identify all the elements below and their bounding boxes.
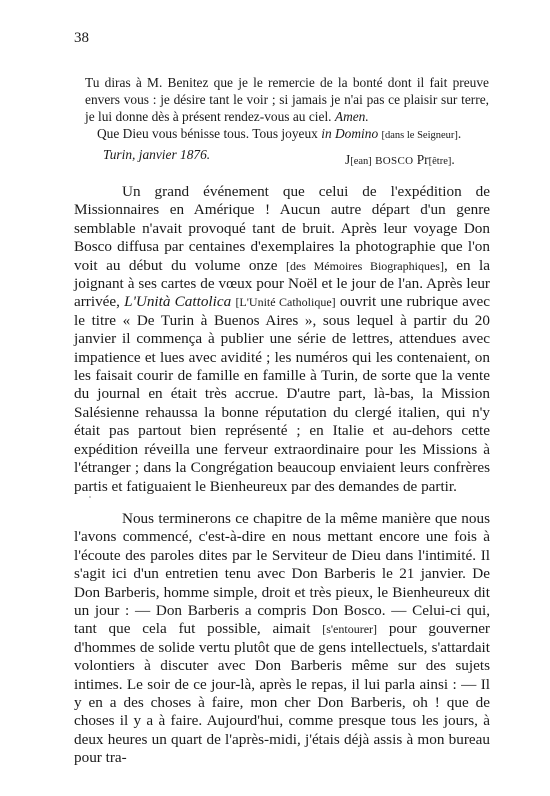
letter-signature: J[ean] BOSCO Pr[être]. — [345, 152, 455, 167]
letter-blessing: Que Dieu vous bénisse tous. Tous joyeux in Domino [dans le Seigneur]. — [97, 126, 462, 141]
gloss-unite-catholique: [L'Unité Catholique] — [235, 295, 336, 310]
body-paragraph-1: Un grand événement que celui de l'expédition de Missionnaires en Amérique ! Aucun autre départ d'un genre semblable n'avait provoqué tant de bruit. Après leur voyage Don Bosco diffusa par centaines d'exemplaires la photographie que l'on voit au début du volume onze [des Mémoires Biographiques], en la joignant à ses cartes de vœux pour Noël et le jour de l'an. Après leur arrivée, L'Unità Cattolica [L'Unité Catholique] ouvrit une rubrique avec le titre « De Turin à Buenos Aires », sous lequel à partir du 20 janvier il commença à publier une série de lettres, attendues avec impatience et lues avec avidité ; les numéros qui les contenaient, on les faisait courir de famille en famille à Turin, de sorte que la vente du journal en était très accrue. D'autre part, là-bas, la Mission Salésienne rehaussa la bonne réputation du clergé italien, qui n'y était pas partout bien représenté ; en Italie et au-dehors cette expédition réveilla une ferveur extraordinaire pour les Missions à l'étranger ; dans la Congrégation beaucoup enviaient leurs confrères partis et fatiguaient le Bienheureux par des demandes de partir. — [74, 183, 491, 495]
amen-word: Amen. — [334, 109, 369, 124]
signature-name: BOSCO — [375, 155, 414, 167]
in-domino-gloss: [dans le Seigneur] — [381, 130, 458, 141]
body-paragraph-2: Nous terminerons ce chapitre de la même manière que nous l'avons commencé, c'est-à-dire en nous mettant encore une fois à l'écoute des paroles dites par le Serviteur de Dieu dans l'intimité. Il s'agit ici d'un entretien tenu avec Don Barberis le 21 janvier. De Don Barberis, homme simple, droit et très pieux, le Bienheureux dit un jour : — Don Barberis a compris Don Bosco. — Celui-ci qui, tant que cela fut possible, aimait [s'entourer] pour gouverner d'hommes de solide vertu plutôt que de gens intellectuels, s'attardait volontiers à discuter avec Don Barberis même sur des sujets intimes. Le soir de ce jour-là, après le repas, il lui parla ainsi : — Il y en a des choses à faire, mon cher Don Barberis, oh ! que de choses il y a à faire. Aujourd'hui, comme presque tous les jours, à deux heures un quart de l'après-midi, j'étais déjà assis à mon bureau pour tra- — [74, 510, 490, 767]
unita-cattolica-title: L'Unità Cattolica — [124, 293, 232, 311]
letter-body: Tu diras à M. Benitez que je le remercie de la bonté dont il fait preuve envers vous : je désire tant le voir ; si jamais je n'ai pas ce plaisir sur terre, je lui donne dès à présent rendez-vous au ciel. Amen. — [85, 75, 489, 124]
in-domino-phrase: in Domino — [321, 126, 379, 141]
page-number: 38 — [74, 30, 89, 46]
letter-dateline: Turin, janvier 1876. — [103, 147, 211, 162]
letter-closing — [85, 74, 489, 144]
page-speck — [89, 496, 91, 498]
gloss-memoires: [des Mémoires Biographiques] — [285, 258, 444, 273]
gloss-sentourer: [s'entourer] — [322, 622, 378, 637]
